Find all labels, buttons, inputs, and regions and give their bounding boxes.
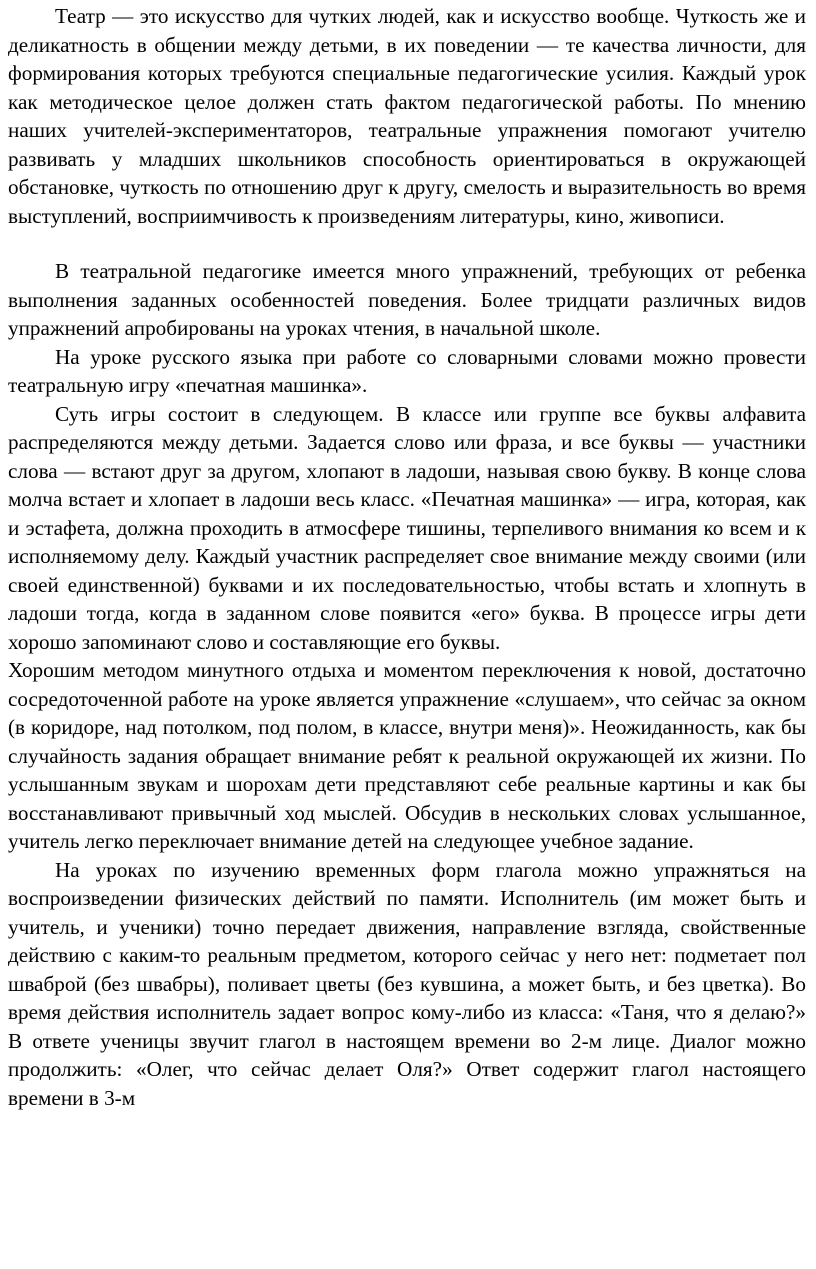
- paragraph-listening-exercise: Хорошим методом минутного отдыха и моментом переключения к новой, достаточно сосредоточенной работе на уроке является упражнение «слушаем», что сейчас за окном (в коридоре, над потолком, под полом, в классе, внутри меня)». Неожиданность, как бы случайность задания обращает внимание ребят к реальной окружающей их жизни. По услышанным звукам и шорохам дети представляют себе реальные картины и как бы восстанавливают привычный ход мыслей. Обсудив в нескольких словах услышанное, учитель легко переключает внимание детей на следующее учебное задание.: [8, 658, 806, 853]
- document-page: [8, 2, 806, 1112]
- paragraph-russian-lesson: На уроке русского языка при работе со словарными словами можно провести театральную игру «печатная машинка».: [8, 344, 806, 397]
- paragraph-theatre-pedagogy: В театральной педагогике имеется много упражнений, требующих от ребенка выполнения заданных особенностей поведения. Более тридцати различных видов упражнений апробированы на уроках чтения, в начальной школе.: [8, 259, 806, 340]
- paragraph-game-description: Суть игры состоит в следующем. В классе или группе все буквы алфавита распределяются между детьми. Задается слово или фраза, и все буквы — участники слова — встают друг за другом, хлопают в ладоши, называя свою букву. В конце слова молча встает и хлопает в ладоши весь класс. «Печатная машинка» — игра, которая, как и эстафета, должна проходить в атмосфере тишины, терпеливого внимания ко всем и к исполняемому делу. Каждый участник распределяет свое внимание между своими (или своей единственной) буквами и их последовательностью, чтобы встать и хлопнуть в ладоши тогда, когда в заданном слове появится «его» буква. В процессе игры дети хорошо запоминают слово и составляющие его буквы.: [8, 401, 806, 654]
- paragraph-theatre-sensitivity: Театр — это искусство для чутких людей, как и искусство вообще. Чуткость же и деликатность в общении между детьми, в их поведении — те качества личности, для формирования которых требуются специальные педагогические усилия. Каждый урок как методическое целое должен стать фактом педагогической работы. По мнению наших учителей-экспериментаторов, театральные упражнения помогают учителю развивать у младших школьников способность ориентироваться в окружающей обстановке, чуткость по отношению друг к другу, смелость и выразительность во время выступлений, восприимчивость к произведениям литературы, кино, живописи.: [8, 4, 806, 228]
- paragraph-verb-tenses: На уроках по изучению временных форм глагола можно упражняться на воспроизведении физических действий по памяти. Исполнитель (им может быть и учитель, и ученики) точно передает движения, направление взгляда, свойственные действию с каким-то реальным предметом, которого сейчас у него нет: подметает пол шваброй (без швабры), поливает цветы (без кувшина, а может быть, и без цветка). Во время действия исполнитель задает вопрос кому-либо из класса: «Таня, что я делаю?» В ответе ученицы звучит глагол в настоящем времени во 2-м лице. Диалог можно продолжить: «Олег, что сейчас делает Оля?» Ответ содержит глагол настоящего времени в 3-м: [8, 857, 806, 1110]
- paragraph-spacer: [8, 230, 806, 257]
